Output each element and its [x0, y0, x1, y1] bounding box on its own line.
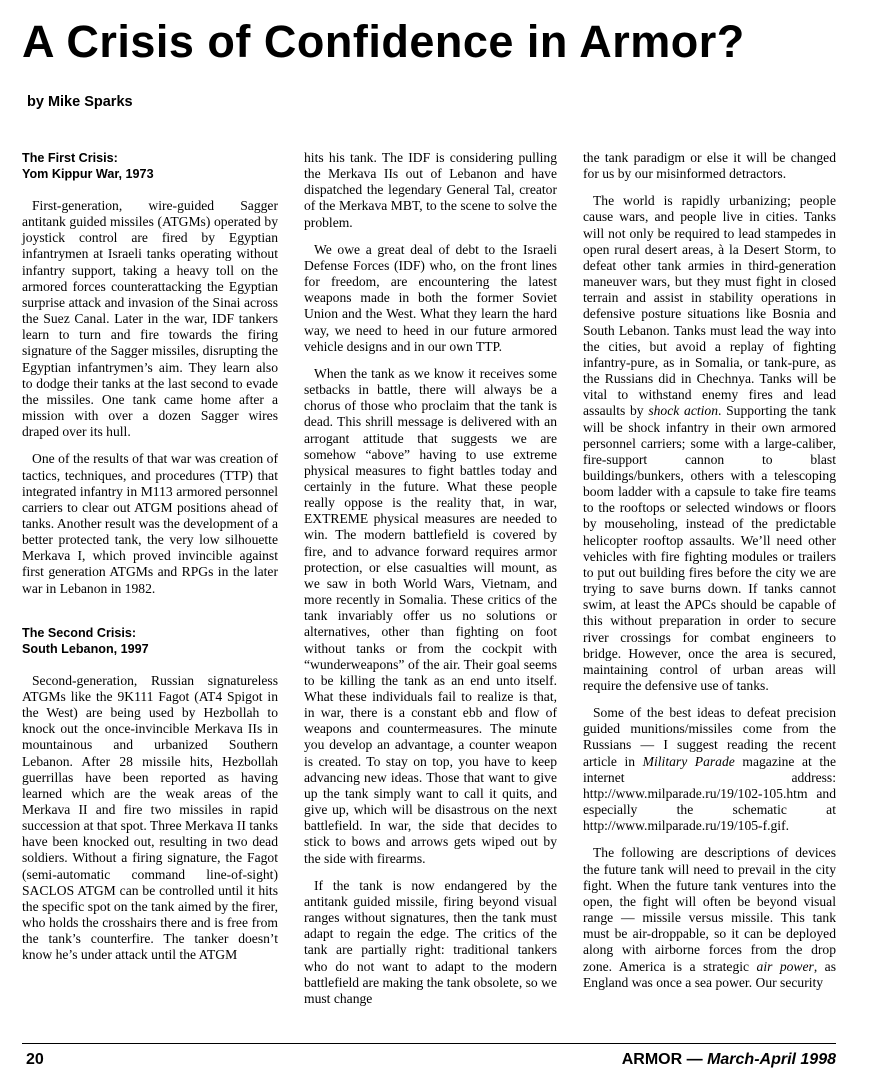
- paragraph: First-generation, wire-guided Sagger antitank guided missiles (ATGMs) operated by joystick control are fired by Egyptian infantrymen at Israeli tanks operating without infantry support, taking a heavy toll on the armored forces counterattacking the Egyptian surprise attack and invasion of the Sinai across the Suez Canal. Later in the war, IDF tankers learn to turn and fire towards the firing signature of the Sagger missiles, disrupting the Egyptian infantrymen’s aim. They learn also to dodge their tanks at the last second to evade the missiles. One tank came home after a mission with over a dozen Sagger wires draped over its hull.: [22, 198, 278, 440]
- paragraph: [583, 193, 836, 694]
- text-run: Some of the best ideas to defeat precision guided munitions/missiles come from the Russians — I suggest reading the recent article in: [583, 705, 836, 769]
- section-heading-line: South Lebanon, 1997: [22, 641, 149, 656]
- paragraph: When the tank as we know it receives some setbacks in battle, there will always be a chorus of those who proclaim that the tank is dead. This shrill message is delivered with an arrogant attitude that suggests we are somehow “above” having to use extreme physical measures to fight battles today and certainly in the future. What these people really oppose is the reality that, in war, EXTREME physical measures are needed to win. The modern battlefield is covered by fire, and to advance forward requires armor protection, or else casualties will mount, as we saw in both World Wars, Vietnam, and more recently in Somalia. These critics of the tank invariably offer us no solutions or alternatives, other than fighting on foot without tanks or from the cockpit with “wunderweapons” of the air. Their goal seems to be killing the tank as an end unto itself. What these individuals fail to realize is that, in war, there is a constant ebb and flow of weapons and countermeasures. The minute you develop an advantage, a counter weapon is created. To stay on top, you have to keep advancing new ideas. Those that want to give up the tank simply want to call it quits, and give up, which will be disastrous on the next battlefield. In war, the side that decides to stick to bows and arrows gets wiped out by the side with firearms.: [304, 365, 557, 866]
- running-footer: [622, 1049, 836, 1071]
- magazine-name: ARMOR —: [621, 1051, 708, 1068]
- column-1: [22, 150, 278, 1062]
- section-heading-line: The First Crisis:: [22, 151, 118, 165]
- text-run: . Supporting the tank will be shock infantry in their own armored personnel carriers; some with a large-caliber, fire-support cannon to blast buildings/bunkers, others with a telescoping boom ladder with a capsule to take fire teams to the rooftops or selected windows or floors by mouseholing, instead of the predictable helicopter rooftop assaults. We’ll need other vehicles with fire fighting modules or trailers to put out building fires before the city we are trying to save burns down. If tanks cannot swim, at least the APCs should be capable of this without preparation in order to secure river crossings for combat engineers to bridge. However, once the area is secured, maintaining control of urban areas will require the defensive use of tanks.: [583, 403, 837, 693]
- paragraph: [583, 845, 836, 990]
- paragraph: We owe a great deal of debt to the Israeli Defense Forces (IDF) who, on the front lines for freedom, are encountering the latest weapons made in both the former Soviet Union and the West. What they learn the hard way, we need to heed in our future armored vehicle designs and in our own TTP.: [304, 241, 557, 354]
- text-run: The world is rapidly urbanizing; people cause wars, and people live in cities. Tanks will not only be required to lead stampedes in open rural desert areas, à la Desert Storm, to defeat other tank armies in third-generation maneuver wars, but they must fight in closed terrain and assist in stability operations in defensive posture situations like Bosnia and South Lebanon. Tanks must lead the way into the cities, but avoid a replay of fighting infantry-pure, as in Somalia, or tank-pure, as the Russians did in Chechnya. Tanks will be vital to withstand enemy fires and lead assaults by: [583, 193, 836, 419]
- emphasis: shock action: [648, 403, 718, 419]
- footer-rule: [22, 1043, 836, 1044]
- paragraph: hits his tank. The IDF is considering pulling the Merkava IIs out of Lebanon and have dispatched the legendary General Tal, creator of the Merkava MBT, to the scene to solve the problem.: [304, 150, 557, 230]
- paragraph: Second-generation, Russian signatureless ATGMs like the 9K111 Fagot (AT4 Spigot in the West) are being used by Hezbollah to knock out the once-invincible Merkava IIs in mountainous and urbanized Southern Lebanon. After 28 missile hits, Hezbollah guerrillas have been reported as having learned which are the weak areas of the Merkava II and fire two missiles in rapid succession at that spot. Three Merkava II tanks have been knocked out, resulting in two dead soldiers. Without a firing signature, the Fagot (semi-automatic command line-of-sight) SACLOS ATGM can be controlled until it hits the specific spot on the tank aimed by the firer, who holds the crosshairs there and is free from the tank’s counterfire. The tanker doesn’t know he’s under attack until the ATGM: [22, 672, 278, 963]
- section-heading-second-crisis: [22, 625, 278, 657]
- paragraph: One of the results of that war was creation of tactics, techniques, and procedures (TTP) that integrated infantry in M113 armored personnel carriers to clear out ATGM positions ahead of tanks. Another result was the development of a better protected tank, the very low silhouette Merkava I, which proved invincible against first generation ATGMs and RPGs in the later war in Lebanon in 1982.: [22, 451, 278, 596]
- emphasis: Military Parade: [642, 753, 735, 769]
- byline: by Mike Sparks: [27, 94, 133, 110]
- section-heading-line: Yom Kippur War, 1973: [22, 167, 154, 181]
- text-run: The following are descriptions of devices the future tank will need to prevail in the city fight. When the future tank ventures into the open, the fight will often be beyond visual range — missile versus missile. This tank must be air-droppable, so it can be deployed along with airborne forces from the drop zone. America is a strategic: [583, 845, 836, 974]
- text-run: , as England was once a sea power. Our security: [583, 958, 837, 990]
- emphasis: air power: [756, 958, 814, 974]
- column-2: [304, 150, 557, 1062]
- text-run: magazine at the internet address: http://www.milparade.ru/19/102-105.htm and especially the schematic at http://www.milparade.ru/19/105-f.gif.: [583, 753, 836, 834]
- column-3: [583, 150, 836, 1062]
- paragraph: the tank paradigm or else it will be changed for us by our misinformed detractors.: [583, 150, 836, 182]
- issue-date: March-April 1998: [707, 1051, 836, 1068]
- section-heading-first-crisis: [22, 150, 278, 182]
- article-title: A Crisis of Confidence in Armor?: [22, 16, 745, 67]
- section-heading-line: The Second Crisis:: [22, 625, 137, 640]
- page-number: 20: [26, 1051, 44, 1068]
- paragraph: If the tank is now endangered by the antitank guided missile, firing beyond visual ranges without signatures, then the tank must adapt to regain the edge. The critics of the tank are partially right: traditional tankers who do not want to adapt to the modern battlefield are making the tank obsolete, so we must change: [304, 877, 557, 1006]
- paragraph: [583, 705, 836, 834]
